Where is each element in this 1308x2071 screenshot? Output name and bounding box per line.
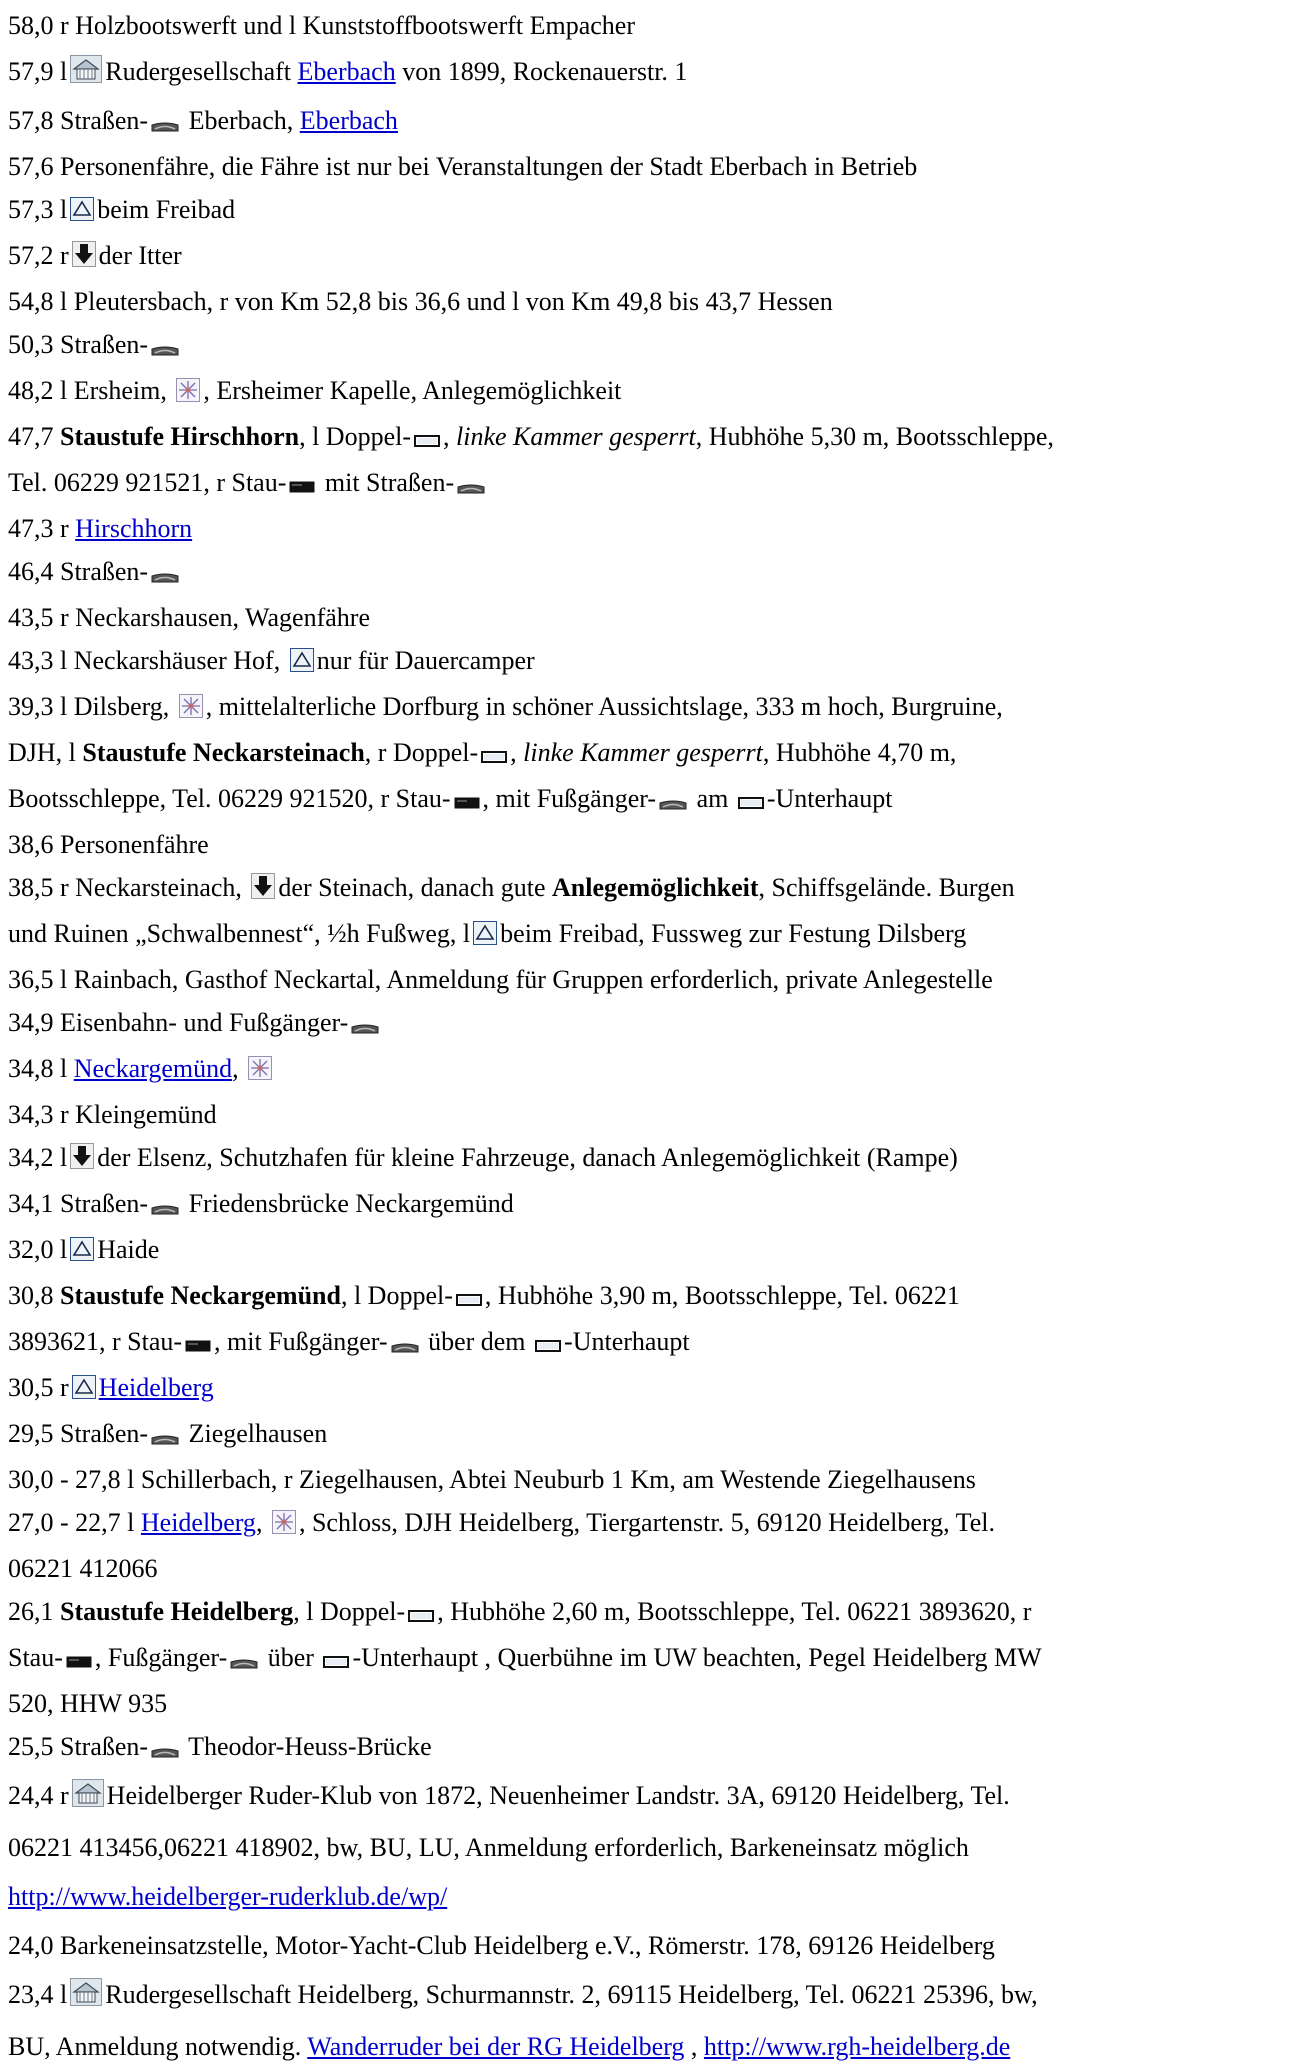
link[interactable]: Neckargemünd [73, 1054, 233, 1083]
bold-text: Staustufe Neckarsteinach [82, 738, 365, 767]
entry-e20 [8, 1047, 1308, 1093]
text: 26,1 [8, 1597, 60, 1626]
bridge-icon [391, 1323, 419, 1366]
lock-icon [481, 734, 507, 777]
text: , [684, 2032, 704, 2061]
text: 47,3 r [8, 514, 76, 543]
text: , Schiffsgelände. Burgen [758, 873, 1015, 902]
lock-icon [738, 780, 764, 823]
weir-icon [454, 780, 480, 823]
boathouse-icon [70, 50, 102, 99]
text: -Unterhaupt [564, 1327, 690, 1356]
bold-text: Staustufe Heidelberg [60, 1597, 294, 1626]
entry-e9 [8, 369, 1308, 415]
text: 34,2 l [8, 1143, 68, 1172]
bold-text: Staustufe Neckargemünd [60, 1281, 341, 1310]
text: 34,8 l [8, 1054, 74, 1083]
text: , [232, 1054, 246, 1083]
text: über dem [421, 1327, 533, 1356]
lock-icon [535, 1323, 561, 1366]
link[interactable]: Heidelberg [140, 1508, 256, 1537]
text: 06221 413456,06221 418902, bw, BU, LU, Anmeldung erforderlich, Barkeneinsatz möglich [8, 1833, 969, 1862]
text: , Fußgänger- [94, 1643, 228, 1672]
text: 29,5 Straßen- [8, 1419, 149, 1448]
bridge-icon [151, 326, 179, 369]
entry-e16 [8, 823, 1308, 866]
entry-e31 [8, 1725, 1308, 1771]
entry-e22 [8, 1136, 1308, 1182]
mouth-arrow-icon [251, 869, 275, 912]
text: DJH, l [8, 738, 83, 767]
entry-e34 [8, 1970, 1308, 2071]
entry-e25 [8, 1274, 1308, 1366]
entry-e5 [8, 188, 1308, 234]
weir-icon [66, 1639, 92, 1682]
mouth-arrow-icon [70, 1139, 94, 1182]
text: 57,8 Straßen- [8, 106, 149, 135]
text: und Ruinen „Schwalbennest“, ½h Fußweg, l [8, 919, 471, 948]
text: 57,3 l [8, 195, 68, 224]
bridge-icon [151, 553, 179, 596]
bridge-icon [151, 1185, 179, 1228]
sight-icon [272, 1504, 296, 1547]
link[interactable]: http://www.heidelberger-ruderklub.de/wp/ [8, 1882, 448, 1911]
text: 43,5 r Neckarshausen, Wagenfähre [8, 603, 370, 632]
text: , l Doppel- [299, 422, 411, 451]
text: 47,7 [8, 422, 60, 451]
bridge-icon [457, 464, 485, 507]
text: der Itter [98, 241, 182, 270]
bridge-icon [351, 1004, 379, 1047]
text: Bootsschleppe, Tel. 06229 921520, r Stau- [8, 784, 451, 813]
text: BU, Anmeldung notwendig. [8, 2032, 308, 2061]
text: Tel. 06229 921521, r Stau- [8, 468, 287, 497]
entry-e14 [8, 639, 1308, 685]
lock-icon [414, 418, 440, 461]
text: beim Freibad, Fussweg zur Festung Dilsberg [500, 919, 967, 948]
text: , Hubhöhe 5,30 m, Bootsschleppe, [695, 422, 1054, 451]
text: der Steinach, danach gute [278, 873, 553, 902]
bold-text: Anlegemöglichkeit [552, 873, 759, 902]
text: 38,6 Personenfähre [8, 830, 209, 859]
text: 39,3 l Dilsberg, [8, 692, 176, 721]
text: von 1899, Rockenauerstr. 1 [395, 57, 688, 86]
text: Stau- [8, 1643, 63, 1672]
sight-icon [248, 1050, 272, 1093]
camping-icon [70, 1231, 94, 1274]
text: Ziegelhausen [182, 1419, 328, 1448]
text: 36,5 l Rainbach, Gasthof Neckartal, Anmeldung für Gruppen erforderlich, private Anlegestelle [8, 965, 993, 994]
entry-e27 [8, 1412, 1308, 1458]
text: , mit Fußgänger- [482, 784, 657, 813]
text: , Schloss, DJH Heidelberg, Tiergartenstr. 5, 69120 Heidelberg, Tel. [298, 1508, 995, 1537]
entry-e26 [8, 1366, 1308, 1412]
sight-icon [176, 372, 200, 415]
text: 38,5 r Neckarsteinach, [8, 873, 249, 902]
text: 34,1 Straßen- [8, 1189, 149, 1218]
entry-e1 [8, 4, 1308, 47]
text: 58,0 r Holzbootswerft und l Kunststoffbootswerft Empacher [8, 11, 636, 40]
text: beim Freibad [97, 195, 236, 224]
text: 24,0 Barkeneinsatzstelle, Motor-Yacht-Club Heidelberg e.V., Römerstr. 178, 69126 Heidelberg [8, 1931, 995, 1960]
text: , l Doppel- [340, 1281, 453, 1310]
text: Theodor-Heuss-Brücke [182, 1732, 432, 1761]
text: 34,3 r Kleingemünd [8, 1100, 217, 1129]
text: 57,2 r [8, 241, 69, 270]
link[interactable]: Wanderruder bei der RG Heidelberg [307, 2032, 685, 2061]
entry-e15 [8, 685, 1308, 823]
boathouse-icon [72, 1774, 104, 1823]
text: , Ersheimer Kapelle, Anlegemöglichkeit [203, 376, 622, 405]
entry-e17 [8, 866, 1308, 958]
text: mit Straßen- [318, 468, 455, 497]
text: , [443, 422, 456, 451]
text: 46,4 Straßen- [8, 557, 149, 586]
entry-e6 [8, 234, 1308, 280]
entry-e21 [8, 1093, 1308, 1136]
text: nur für Dauercamper [316, 646, 535, 675]
entry-e12 [8, 550, 1308, 596]
italic-text: linke Kammer gesperrt [523, 738, 763, 767]
entry-e19 [8, 1001, 1308, 1047]
text: 43,3 l Neckarshäuser Hof, [8, 646, 287, 675]
entry-e3 [8, 99, 1308, 145]
text: , Hubhöhe 3,90 m, Bootsschleppe, Tel. 06221 [484, 1281, 960, 1310]
entry-e29 [8, 1501, 1308, 1590]
text: 30,8 [8, 1281, 60, 1310]
text: , mit Fußgänger- [214, 1327, 388, 1356]
text: 50,3 Straßen- [8, 330, 149, 359]
text: 34,9 Eisenbahn- und Fußgänger- [8, 1008, 349, 1037]
entry-e28 [8, 1458, 1308, 1501]
text: 27,0 - 22,7 l [8, 1508, 141, 1537]
text: , [255, 1508, 269, 1537]
text: am [690, 784, 735, 813]
lock-icon [323, 1639, 349, 1682]
camping-icon [70, 191, 94, 234]
weir-icon [289, 464, 315, 507]
text: -Unterhaupt , Querbühne im UW beachten, Pegel Heidelberg MW [352, 1643, 1042, 1672]
text: , mittelalterliche Dorfburg in schöner Aussichtslage, 333 m hoch, Burgruine, [205, 692, 1003, 721]
text: der Elsenz, Schutzhafen für kleine Fahrzeuge, danach Anlegemöglichkeit (Rampe) [97, 1143, 958, 1172]
camping-icon [72, 1369, 96, 1412]
text: 25,5 Straßen- [8, 1732, 149, 1761]
text: über [261, 1643, 321, 1672]
text: , r Doppel- [364, 738, 479, 767]
link[interactable]: Eberbach [297, 57, 396, 86]
camping-icon [473, 915, 497, 958]
text: Heidelberger Ruder-Klub von 1872, Neuenheimer Landstr. 3A, 69120 Heidelberg, Tel. [106, 1781, 1010, 1810]
entry-e2 [8, 47, 1308, 99]
bridge-icon [230, 1639, 258, 1682]
text: Eberbach, [182, 106, 300, 135]
entry-e30 [8, 1590, 1308, 1725]
text: 3893621, r Stau- [8, 1327, 183, 1356]
text: 30,5 r [8, 1373, 69, 1402]
text: 32,0 l [8, 1235, 68, 1264]
link[interactable]: http://www.rgh-heidelberg.de [703, 2032, 1011, 2061]
entry-e23 [8, 1182, 1308, 1228]
link[interactable]: Eberbach [299, 106, 398, 135]
text: 54,8 l Pleutersbach, r von Km 52,8 bis 36,6 und l von Km 49,8 bis 43,7 Hessen [8, 287, 833, 316]
entry-e11 [8, 507, 1308, 550]
camping-icon [290, 642, 314, 685]
bridge-icon [151, 1415, 179, 1458]
text: 48,2 l Ersheim, [8, 376, 174, 405]
bold-text: Staustufe Hirschhorn [60, 422, 300, 451]
text: , Hubhöhe 4,70 m, [762, 738, 957, 767]
text: , Hubhöhe 2,60 m, Bootsschleppe, Tel. 06221 3893620, r [437, 1597, 1032, 1626]
text: 57,9 l [8, 57, 68, 86]
text: 23,4 l [8, 1980, 68, 2009]
text: Rudergesellschaft Heidelberg, Schurmannstr. 2, 69115 Heidelberg, Tel. 06221 25396, bw, [105, 1980, 1038, 2009]
text: 24,4 r [8, 1781, 69, 1810]
weir-icon [185, 1323, 211, 1366]
entry-e4 [8, 145, 1308, 188]
text: Rudergesellschaft [105, 57, 298, 86]
text: 57,6 Personenfähre, die Fähre ist nur bei Veranstaltungen der Stadt Eberbach in Betrieb [8, 152, 918, 181]
text: , l Doppel- [293, 1597, 406, 1626]
entry-e7 [8, 280, 1308, 323]
text: 06221 412066 [8, 1554, 158, 1583]
entry-e18 [8, 958, 1308, 1001]
text: Haide [97, 1235, 160, 1264]
mouth-arrow-icon [72, 237, 96, 280]
entry-e24 [8, 1228, 1308, 1274]
bridge-icon [151, 1728, 179, 1771]
sight-icon [179, 688, 203, 731]
lock-icon [408, 1593, 434, 1636]
link[interactable]: Hirschhorn [75, 514, 193, 543]
text: Friedensbrücke Neckargemünd [182, 1189, 514, 1218]
entry-e8 [8, 323, 1308, 369]
text: , [510, 738, 524, 767]
entry-e32 [8, 1771, 1308, 1921]
bridge-icon [659, 780, 687, 823]
italic-text: linke Kammer gesperrt [456, 422, 696, 451]
text: 30,0 - 27,8 l Schillerbach, r Ziegelhausen, Abtei Neuburb 1 Km, am Westende Ziegelhausens [8, 1465, 976, 1494]
bridge-icon [151, 102, 179, 145]
entry-e10 [8, 415, 1308, 507]
entry-e13 [8, 596, 1308, 639]
boathouse-icon [70, 1973, 102, 2022]
link[interactable]: Heidelberg [98, 1373, 214, 1402]
lock-icon [456, 1277, 482, 1320]
text: 520, HHW 935 [8, 1689, 168, 1718]
text: -Unterhaupt [766, 784, 893, 813]
